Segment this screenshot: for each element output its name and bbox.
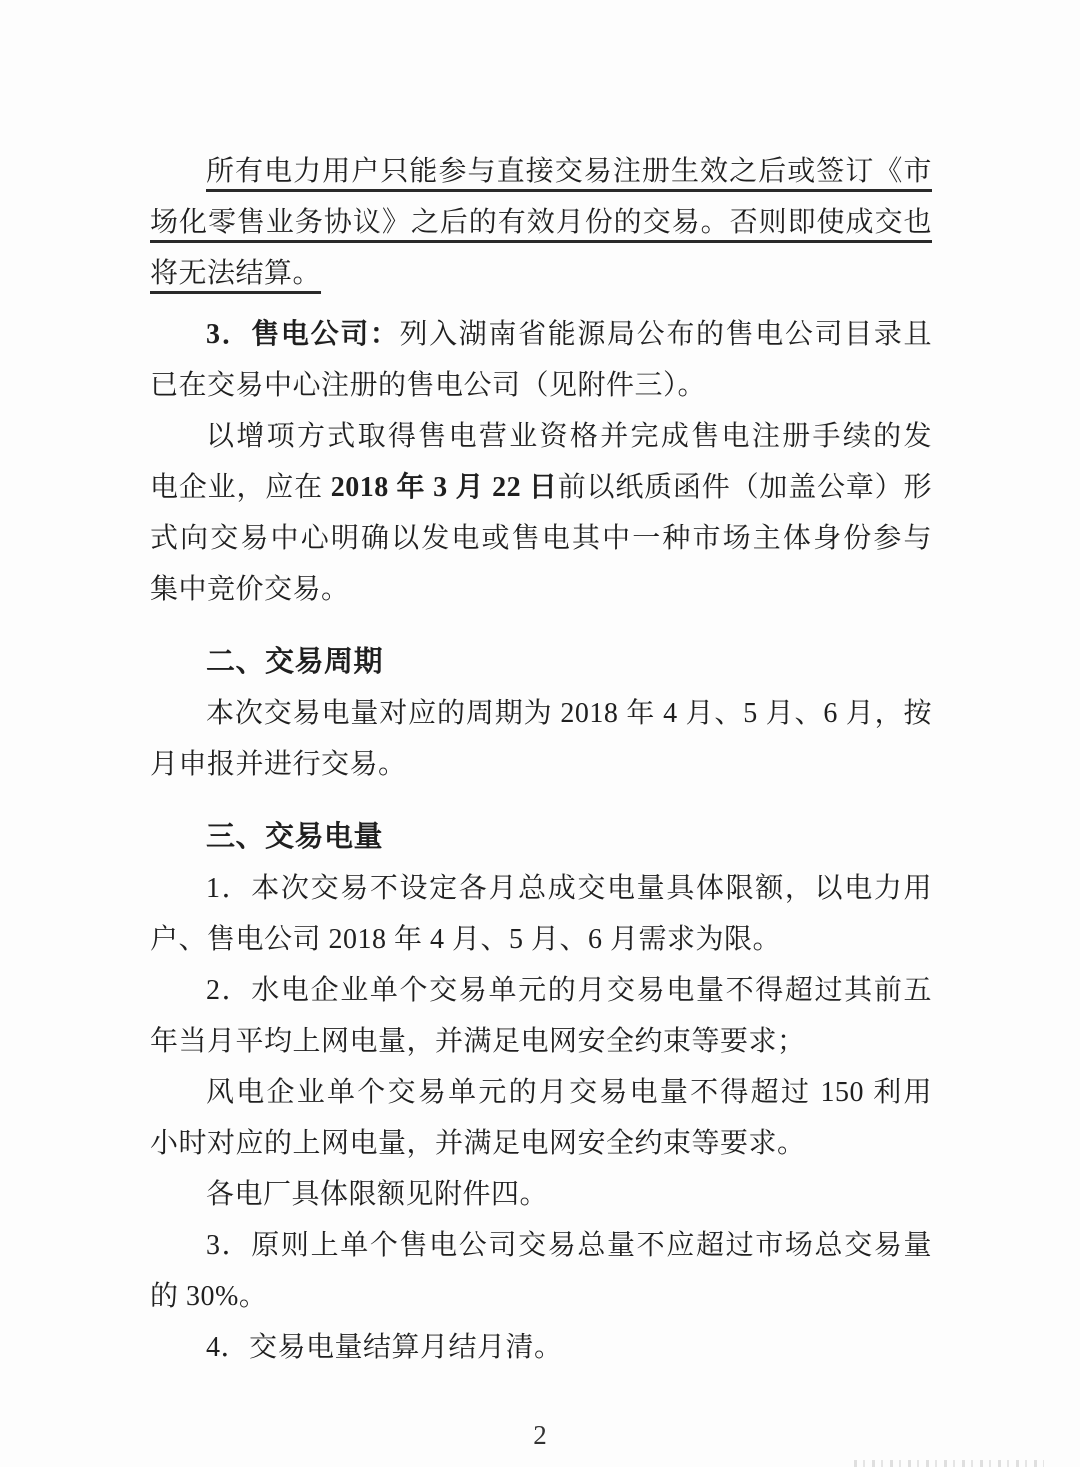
page-footer (0, 1420, 1080, 1451)
text-line (150, 248, 932, 299)
paragraph (150, 1067, 932, 1169)
body-text: 列入湖南省能源局公布的售电公司目录且 (399, 319, 932, 350)
body-text: 将无法结算。 (150, 258, 322, 289)
paragraph (150, 1322, 932, 1373)
text-line (150, 688, 932, 739)
paragraph (150, 1220, 932, 1322)
text-line (150, 411, 932, 462)
body-text: 的 30%。 (150, 1281, 268, 1312)
section-heading (150, 812, 932, 863)
bold-text: 二、交易周期 (206, 646, 384, 678)
body-text: 各电厂具体限额见附件四。 (206, 1179, 549, 1210)
paragraph (150, 688, 932, 790)
text-line (150, 462, 932, 513)
text-line (150, 1322, 932, 1373)
paragraph (150, 863, 932, 965)
body-text: 式向交易中心明确以发电或售电其中一种市场主体身份参与 (150, 523, 932, 554)
text-line (150, 146, 932, 197)
body-text: 已在交易中心注册的售电公司（见附件三）。 (150, 370, 707, 401)
body-text: 2．水电企业单个交易单元的月交易电量不得超过其前五 (206, 975, 932, 1006)
text-line (150, 564, 932, 615)
text-line (150, 1016, 932, 1067)
body-text: 月申报并进行交易。 (150, 749, 407, 780)
body-text: 小时对应的上网电量，并满足电网安全约束等要求。 (150, 1128, 806, 1159)
text-line (150, 1271, 932, 1322)
body-text: 1．本次交易不设定各月总成交电量具体限额，以电力用 (206, 873, 932, 904)
body-text: 风电企业单个交易单元的月交易电量不得超过 150 利用 (206, 1077, 932, 1108)
body-text: 3．原则上单个售电公司交易总量不应超过市场总交易量 (206, 1230, 932, 1261)
body-text: 前以纸质函件（加盖公章）形 (557, 472, 932, 503)
text-line (150, 513, 932, 564)
body-text: 集中竞价交易。 (150, 574, 350, 605)
text-line (150, 309, 932, 360)
bold-text: 2018 年 3 月 22 日 (330, 472, 558, 503)
body-text: 4．交易电量结算月结月清。 (206, 1332, 563, 1363)
text-line (150, 637, 932, 688)
text-line (150, 739, 932, 790)
paragraph (150, 965, 932, 1067)
text-line (150, 965, 932, 1016)
paragraph (150, 411, 932, 615)
text-line (150, 914, 932, 965)
text-line (150, 1220, 932, 1271)
body-text: 电企业，应在 (150, 472, 331, 503)
page-number: 2 (533, 1420, 547, 1450)
bold-text: 3．售电公司： (206, 319, 400, 350)
watermark-remnant (854, 1460, 1044, 1467)
text-line (150, 863, 932, 914)
section-heading (150, 637, 932, 688)
text-line (150, 812, 932, 863)
bold-text: 三、交易电量 (206, 821, 384, 853)
body-text: 所有电力用户只能参与直接交易注册生效之后或签订《市 (206, 156, 932, 187)
paragraph (150, 309, 932, 411)
body-text: 年当月平均上网电量，并满足电网安全约束等要求； (150, 1026, 806, 1057)
body-text: 本次交易电量对应的周期为 2018 年 4 月、5 月、6 月，按 (206, 698, 932, 729)
document-body (150, 146, 932, 1373)
body-text: 户、售电公司 2018 年 4 月、5 月、6 月需求为限。 (150, 924, 782, 955)
body-text: 以增项方式取得售电营业资格并完成售电注册手续的发 (206, 421, 932, 452)
paragraph (150, 1169, 932, 1220)
text-line (150, 1067, 932, 1118)
text-line (150, 1169, 932, 1220)
body-text: 场化零售业务协议》之后的有效月份的交易。否则即使成交也 (150, 207, 932, 238)
paragraph (150, 146, 932, 299)
text-line (150, 197, 932, 248)
text-line (150, 1118, 932, 1169)
text-line (150, 360, 932, 411)
